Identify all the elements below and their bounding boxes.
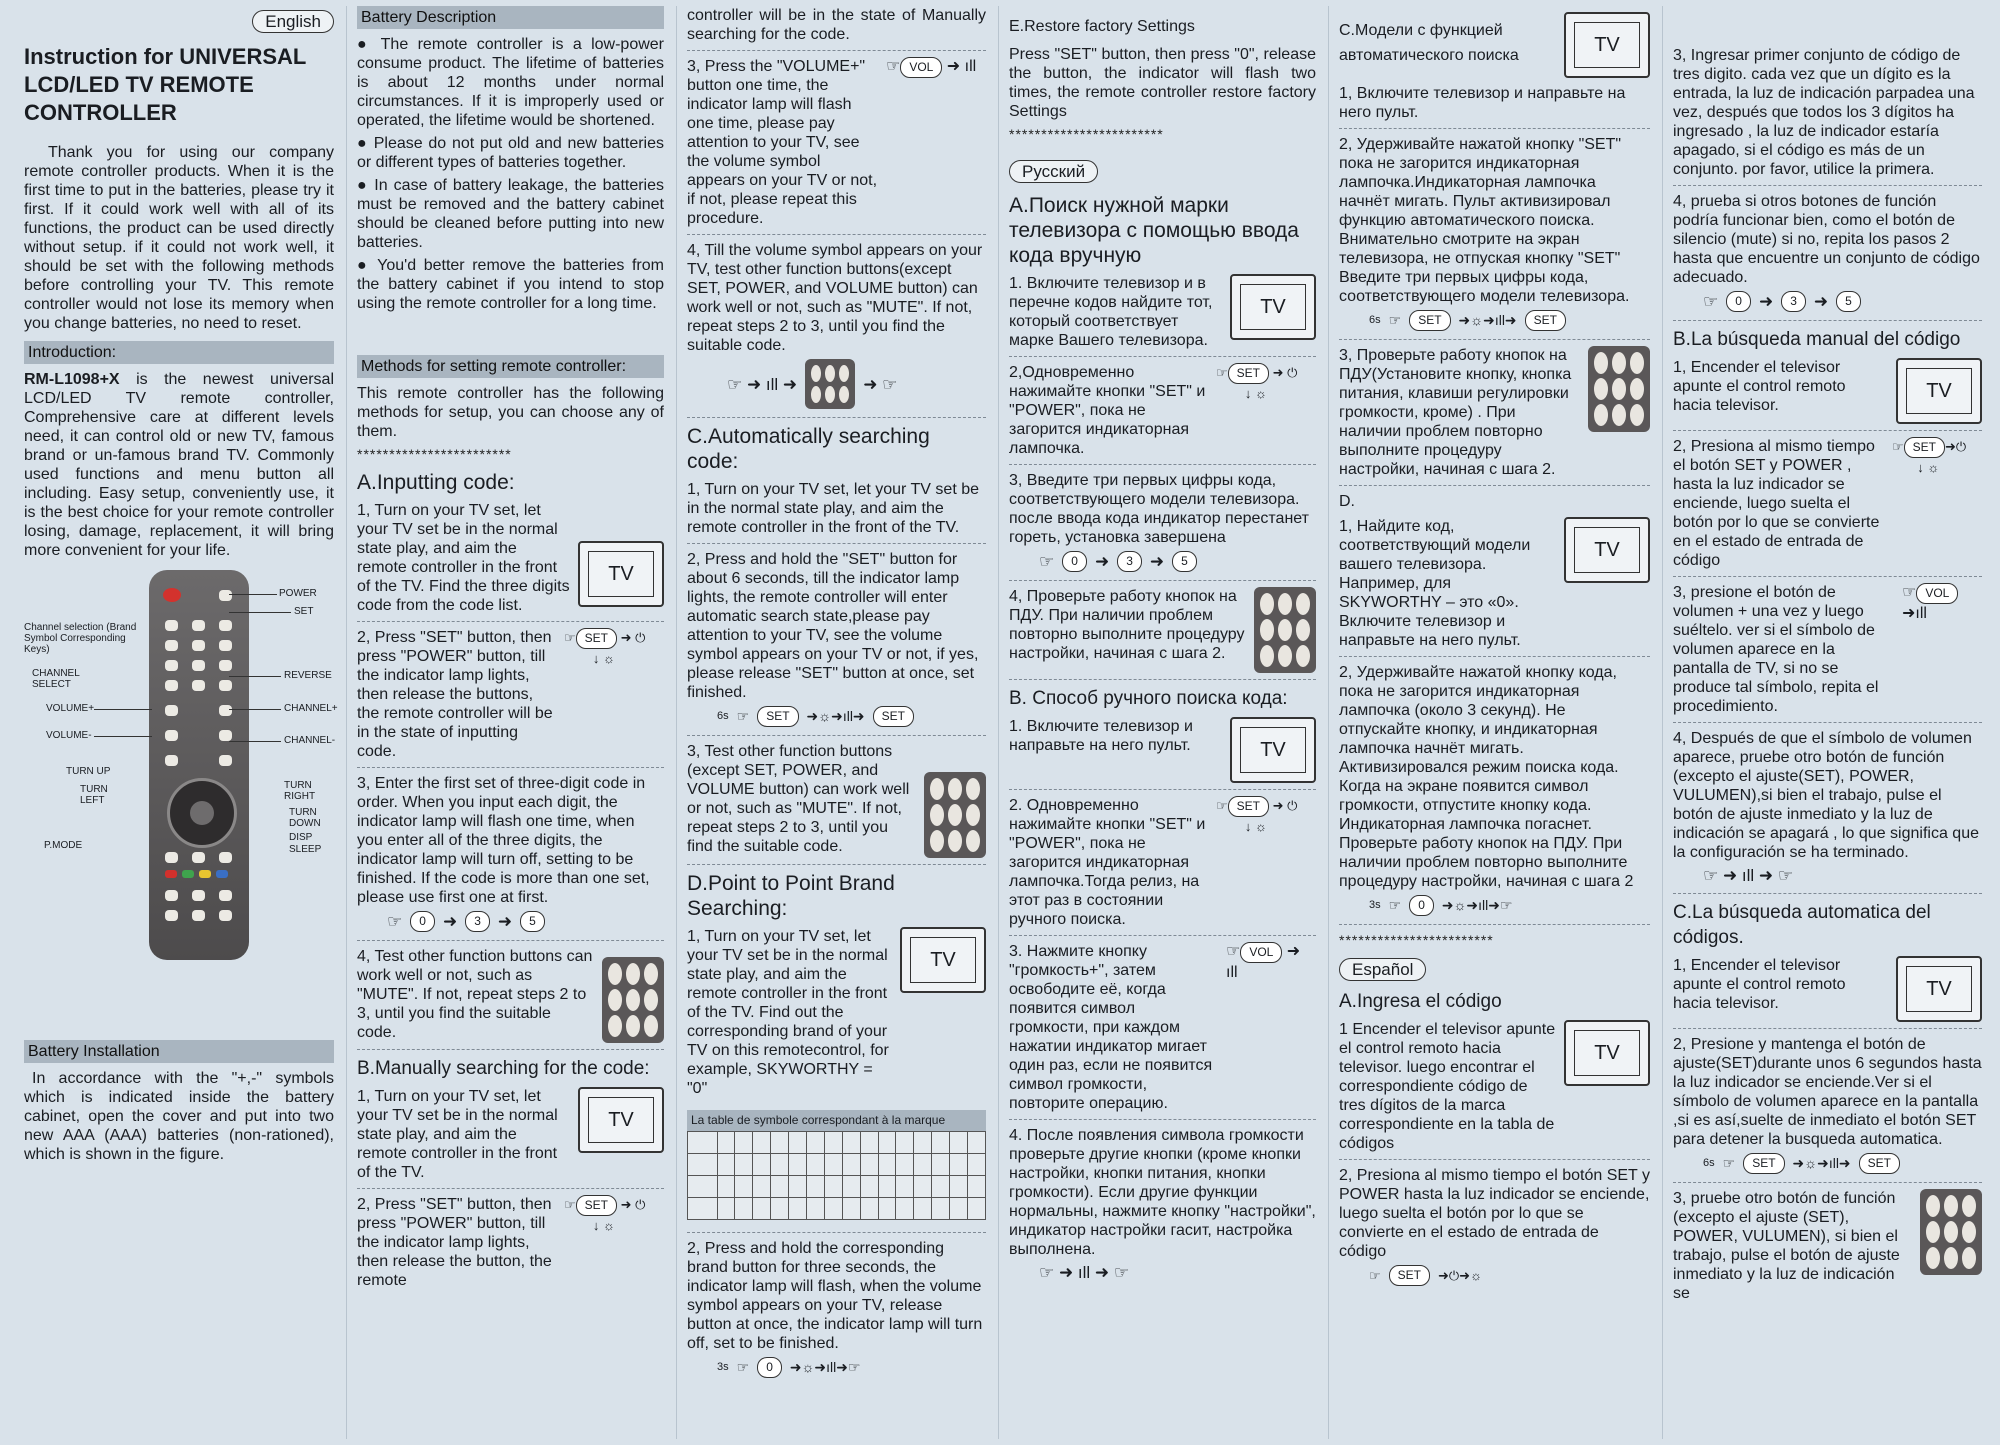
a-step-3: 3, Enter the first set of three-digit code in order. When you input each digit, the indicator lamp will flash one time, when you enter all of the three digits, the indicator lamp will turn off, setting to be finished. If the code is more than one set, please use first one at first. ☞ 0 ➜ 3 ➜ 5: [357, 774, 664, 941]
tv-icon: TV: [578, 1087, 664, 1153]
heading-ra: А.Поиск нужной марки телевизора с помощью ввода кода вручную: [1009, 194, 1299, 267]
separator-stars: ************************: [1339, 932, 1494, 948]
heading-a-inputting-code: A.Inputting code:: [357, 471, 515, 494]
separator-stars: ************************: [1009, 126, 1164, 142]
b-step-1: 1, Turn on your TV set, let your TV set be in the normal state play, and aim the remote controller in the front of the TV. TV: [357, 1087, 664, 1189]
label-set: SET: [294, 606, 314, 617]
tv-icon: TV: [1564, 12, 1650, 78]
ra-step-2: 2,Одновременно нажимайте кнопки "SET" и "POWER", пока не загорится индикаторная лампочка. ☞ SET ➜ ⏻ ↓ ☼: [1009, 363, 1316, 465]
set-power-hand-icon: ☞ SET ➜⏻➜☼: [1369, 1265, 1650, 1286]
label-channel-select: CHANNEL SELECT: [32, 668, 80, 690]
set-power-hand-icon: ☞ SET ➜⏻ ↓ ☼: [1892, 439, 1967, 475]
tv-icon: TV: [1230, 274, 1316, 340]
tv-icon: TV: [578, 541, 664, 607]
rb-step-3: 3. Нажмите кнопку "громкость+", затем освободите её, когда появится символ громкости, при каждом нажатии индикатор мигает один раз, если не появится символ громкости, повторите операцию. ☞ VOL ➜ ıll: [1009, 942, 1316, 1120]
ra-step-4: 4, Проверьте работу кнопок на ПДУ. При наличии проблем повторно выполните процедуру настройки, начиная с шага 2.: [1009, 587, 1316, 680]
digit-sequence-icon: ☞ 0 ➜ 3 ➜ 5: [387, 911, 664, 932]
heading-rc: С.Модели с функцией автоматического поиска: [1339, 22, 1519, 64]
tv-icon: TV: [900, 927, 986, 993]
tv-icon: TV: [1896, 956, 1982, 1022]
remote-illustration: [149, 570, 249, 960]
auto-search-sequence-icon: 6s ☞ SET ➜☼➜ıll➜ SET: [717, 706, 986, 727]
rc-step-2: 2, Удерживайте нажатой кнопку "SET" пока не загорится индикаторная лампочка.Индикаторная лампочка начнёт мигать. Пульт активизировал функцию автоматического поиска. Внимательно смотрите на экран телевизора, не отпуская кнопку "SET" Введите три первых цифры кода, соответствующего модели телевизора. 6s ☞ SET ➜☼➜ıll➜ SET: [1339, 135, 1650, 340]
heading-d-brand-search: D.Point to Point Brand Searching:: [687, 872, 895, 920]
rd-step-1: 1, Найдите код, соответствующий модели вашего телевизора. Например, для SKYWORTHY – это «0». Включите телевизор и направьте на него пульт. TV: [1339, 517, 1650, 657]
auto-search-sequence-icon: 6s ☞ SET ➜☼➜ıll➜ SET: [1703, 1153, 1982, 1174]
heading-ec: C.La búsqueda automatica del códigos.: [1673, 902, 1931, 948]
label-volume-plus: VOLUME+: [46, 703, 95, 714]
label-sleep: SLEEP: [289, 844, 322, 855]
tv-icon: TV: [1896, 358, 1982, 424]
heading-ea: A.Ingresa el código: [1339, 991, 1502, 1012]
eb-step-4: 4, Después de que el símbolo de volumen aparece, pruebe otro botón de función (excepto el ajuste(SET), POWER, VULUMEN),si bien el trabajo, pulse el botón de ajuste inmediato y la luz de indicación se apagará , lo que significa que la configuración se ha terminado. ☞ ➜ ıll ➜ ☞: [1673, 729, 1982, 894]
c-step-3: 3, Test other function buttons (except SET, POWER, and VOLUME button) can work well or not, such as "MUTE". If not, repeat steps 2 to 3, until you find the suitable code.: [687, 742, 986, 865]
label-turn-down: TURN DOWN: [289, 807, 321, 829]
model-name: RM-L1098+X: [24, 371, 120, 388]
digit-sequence-icon: ☞ 0 ➜ 3 ➜ 5: [1039, 551, 1316, 572]
a-step-4: 4, Test other function buttons can work well or not, such as "MUTE". If not, repeat steps 2 to 3, until you find the suitable code.: [357, 947, 664, 1050]
a-step-2: 2, Press "SET" button, then press "POWER" button, till the indicator lamp lights, then release the buttons, the remote controller will be in the state of inputting code. ☞ SET ➜ ⏻ ↓ ☼: [357, 628, 664, 768]
volume-hand-icon: ☞ VOL➜ıll: [1902, 583, 1982, 623]
digit-sequence-icon: ☞ 0 ➜ 3 ➜ 5: [1703, 291, 1982, 312]
eb-step-1: 1, Encender el televisor apunte el control remoto hacia televisor. TV: [1673, 358, 1982, 431]
column-russian-1: [998, 6, 1326, 1439]
rb-step-2: 2. Одновременно нажимайте кнопки "SET" и "POWER", пока не загорится индикаторная лампочка.Тогда релиз, на этот раз в состоянии ручного поиска. ☞ SET ➜ ⏻ ↓ ☼: [1009, 796, 1316, 936]
set-power-hand-icon: ☞ SET ➜ ⏻ ↓ ☼: [1216, 798, 1298, 834]
ec-step-3: 3, pruebe otro botón de función (excepto el ajuste (SET), POWER, VULUMEN), si bien el trabajo, pulse el botón de ajuste inmediato y la luz de indicación se: [1673, 1189, 1982, 1309]
intro-paragraph: Thank you for using our company remote controller products. When it is the first time to put in the batteries, please try it first. If it could work well with all of its functions, the product can be used directly without setup. if it could not work well, it should be set with the following methods before controlling your TV. This remote controller would not lose its memory when you change batteries, no need to reset.: [24, 144, 334, 332]
label-turn-right: TURN RIGHT: [284, 780, 316, 802]
methods-label: Methods for setting remote controller:: [357, 355, 664, 378]
remote-keypad-icon: [1920, 1189, 1982, 1275]
heading-eb: B.La búsqueda manual del código: [1673, 329, 1961, 350]
column-english-methods: [346, 6, 674, 1439]
battery-point-1: ● The remote controller is a low-power consume product. The lifetime of batteries is about 12 months under normal circumstances. If it is improperly used or operated, the lifetime would be shortened.: [357, 36, 664, 129]
tv-icon: TV: [1564, 1020, 1650, 1086]
set-power-hand-icon: ☞ SET ➜ ⏻ ↓ ☼: [564, 1197, 646, 1233]
brand-search-sequence-icon: 3s ☞ 0 ➜☼➜ıll➜☞: [1369, 895, 1650, 916]
test-sequence-icon: ☞ ➜ ıll ➜ ➜ ☞: [727, 359, 986, 409]
ea-step-1: 1 Encender el televisor apunte el control remoto hacia televisor. luego encontrar el correspondiente código de tres dígitos de la marca correspondiente en la tabla de códigos TV: [1339, 1020, 1650, 1160]
battery-description-label: Battery Description: [357, 6, 664, 29]
rc-step-1: 1, Включите телевизор и направьте на него пульт.: [1339, 84, 1650, 129]
volume-hand-icon: ☞ VOL ➜ ıll: [1226, 943, 1301, 981]
heading-c-automatic-search: C.Automatically searching code:: [687, 425, 930, 473]
restore-paragraph: Press "SET" button, then press "0", release the button, the indicator will flash two times, the remote controller restore factory Settings: [1009, 46, 1316, 120]
ra-step-1: 1. Включите телевизор и в перечне кодов найдите тот, который соответствует марке Вашего телевизора. TV: [1009, 274, 1316, 357]
language-badge-english: English: [252, 10, 334, 33]
rb-step-1: 1. Включите телевизор и направьте на него пульт. TV: [1009, 717, 1316, 790]
color-keys-icon: [165, 870, 228, 878]
ea-step-4: 4, prueba si otros botones de función podría funcionar bien, como el botón de silencio (mute) si no, repita los pasos 2 hasta que encuentre un conjunto de código adecuado. ☞ 0 ➜ 3 ➜ 5: [1673, 192, 1982, 321]
set-power-hand-icon: ☞ SET ➜ ⏻ ↓ ☼: [564, 630, 646, 666]
label-disp: DISP: [289, 832, 313, 843]
language-badge-russian: Русский: [1009, 160, 1098, 183]
set-power-hand-icon: ☞ SET ➜ ⏻ ↓ ☼: [1216, 365, 1298, 401]
remote-diagram: [24, 570, 338, 960]
rd-label: D.: [1339, 493, 1355, 510]
remote-keypad-icon: [1254, 587, 1316, 673]
tv-icon: TV: [1564, 517, 1650, 583]
label-channel-plus: CHANNEL+: [284, 703, 338, 714]
introduction-label: Introduction:: [24, 341, 334, 364]
ra-step-3: 3, Введите три первых цифры кода, соответствующего модели телевизора. после ввода кода индикатор перестанет гореть, установка завершена ☞ 0 ➜ 3 ➜ 5: [1009, 471, 1316, 581]
brand-table: [687, 1131, 986, 1220]
battery-point-3: ● In case of battery leakage, the batteries must be removed and the battery cabinet should be cleaned before putting into new batteries.: [357, 177, 665, 251]
language-badge-spanish: Español: [1339, 958, 1426, 981]
auto-search-sequence-icon: 6s ☞ SET ➜☼➜ıll➜ SET: [1369, 310, 1650, 331]
battery-point-4: ● You'd better remove the batteries from the battery cabinet if you intend to stop using the remote controller for a long time.: [357, 257, 664, 312]
power-button-icon: [163, 588, 181, 602]
volume-hand-icon: ☞ VOL ➜ ıll: [886, 57, 986, 78]
rd-step-2: 2, Удерживайте нажатой кнопку кода, пока не загорится индикаторная лампочка (около 3 секунд). Не отпускайте кнопку, и индикаторная лампочка начнёт мигать. Активизировался режим поиска кода. Когда на экране появится символ громкости, отпустите кнопку кода. Индикаторная лампочка погаснет. Проверьте работу кнопок на ПДУ. При наличии проблем повторно выполните процедуру настройки, начиная с шага 2 3s ☞ 0 ➜☼➜ıll➜☞: [1339, 663, 1650, 925]
model-paragraph: [24, 370, 334, 560]
label-channel-minus: CHANNEL-: [284, 735, 336, 746]
label-reverse: REVERSE: [284, 670, 332, 681]
test-sequence-icon: ☞ ➜ ıll ➜ ☞: [1703, 866, 1794, 885]
battery-point-2: ● Please do not put old and new batteries or different types of batteries together.: [357, 135, 664, 171]
label-turn-left: TURN LEFT: [80, 784, 108, 806]
brand-table-caption: La table de symbole correspondant à la marque: [687, 1110, 986, 1131]
methods-paragraph: This remote controller has the following methods for setup, you can choose any of them.: [357, 385, 664, 440]
c-step-1: 1, Turn on your TV set, let your TV set be in the normal state play, and aim the remote controller in the front of the TV.: [687, 480, 986, 544]
ea-step-3: 3, Ingresar primer conjunto de código de tres digito. cada vez que un dígito es la entrada, la luz de indicación parpadea una vez, después que todos los 3 dígitos ha ingresado , la luz de indicador estaría apagado, si el código es más de un conjunto. por favor, utilice la primera.: [1673, 46, 1982, 186]
heading-b-manual-search: B.Manually searching for the code:: [357, 1058, 650, 1079]
remote-keypad-icon: [924, 772, 986, 858]
label-channel-selection: Channel selection (Brand Symbol Corresponding Keys): [24, 622, 137, 655]
set-button-icon: [219, 590, 232, 601]
b-step-2-continued: controller will be in the state of Manually searching for the code.: [687, 7, 986, 43]
rb-step-4: 4. После появления символа громкости проверьте другие кнопки (кроме кнопки настройки, кнопки питания, кнопки громкости). Если другие функции нормальны, нажмите кнопку "настройки", индикатор настройки гасит, настройка выполнена. ☞ ➜ ıll ➜ ☞: [1009, 1127, 1316, 1282]
heading-e-restore: E.Restore factory Settings: [1009, 18, 1195, 35]
label-power: POWER: [279, 588, 317, 599]
remote-keypad-icon: [602, 957, 664, 1043]
separator-stars: ************************: [357, 446, 512, 462]
brand-search-sequence-icon: 3s ☞ 0 ➜☼➜ıll➜☞: [717, 1357, 986, 1378]
b-step-3: 3, Press the "VOLUME+" button one time, the indicator lamp will flash one time, please pay attention to your TV, see the volume symbol appears on your TV or not, if not, please repeat this procedure. ☞ VOL ➜ ıll: [687, 50, 986, 235]
tv-icon: TV: [1230, 717, 1316, 783]
column-english-intro: [14, 6, 344, 1439]
b-step-4: 4, Till the volume symbol appears on your TV, test other function buttons(except SET, POWER, and VOLUME button) can work well or not, such as "MUTE". If not, repeat steps 2 to 3, until you find the suitable code. ☞ ➜ ıll ➜ ➜ ☞: [687, 241, 986, 418]
heading-rb: В. Способ ручного поиска кода:: [1009, 688, 1288, 709]
column-english-search: [676, 6, 996, 1439]
b-step-2: 2, Press "SET" button, then press "POWER" button, till the indicator lamp lights, then release the button, the remote ☞ SET ➜ ⏻ ↓ ☼: [357, 1195, 664, 1296]
eb-step-2: 2, Presiona al mismo tiempo el botón SET y POWER , hasta la luz indicador se enciende, luego suelta el botón por lo que se convierte en el estado de entrada de código ☞ SET ➜⏻ ↓ ☼: [1673, 437, 1982, 577]
ec-step-1: 1, Encender el televisor apunte el control remoto hacia televisor. TV: [1673, 956, 1982, 1029]
model-description: is the newest universal LCD/LED TV remote controller, Comprehensive care at different levels need, it can control old or new TV, famous brand or un-famous brand TV. Commonly used functions and menu button all including. Easy setup, conveniently use, it is the best choice for your remote controller losing, damage, replacement, it will bring more convenient for your life.: [24, 371, 334, 559]
d-step-1: 1, Turn on your TV set, let your TV set be in the normal state play, and aim the remote controller in the front of the TV. Find out the corresponding brand of your TV on this remotecontrol, for example, SKYWORTHY = "0" TV: [687, 927, 986, 1104]
d-step-2: 2, Press and hold the corresponding brand button for three seconds, the indicator lamp will flash, when the volume symbol appears on your TV, release button at once, the indicator lamp will turn off, set to be finished. 3s ☞ 0 ➜☼➜ıll➜☞: [687, 1232, 986, 1386]
a-step-1: 1, Turn on your TV set, let your TV set be in the normal state play, and aim the remote controller in the front of the TV. Find the three digits code from the code list. TV: [357, 501, 664, 622]
battery-installation-label: Battery Installation: [24, 1040, 334, 1063]
document-title: Instruction for UNIVERSAL LCD/LED TV REMOTE CONTROLLER: [24, 44, 306, 125]
c-step-2: 2, Press and hold the "SET" button for about 6 seconds, till the indicator lamp lights, the remote controller will enter automatic search state,please pay attention to your TV, see the volume symbol appears on your TV or not, if yes, please release "SET" button at once, set finished. 6s ☞ SET ➜☼➜ıll➜ SET: [687, 550, 986, 736]
label-volume-minus: VOLUME-: [46, 730, 92, 741]
column-russian-2: [1328, 6, 1660, 1439]
label-pmode: P.MODE: [44, 840, 83, 851]
battery-installation-paragraph: In accordance with the "+,-" symbols which is indicated inside the battery cabinet, open the cover and put into two new AAA (AAA) batteries (non-rationed), which is shown in the figure.: [24, 1070, 334, 1163]
ea-step-2: 2, Presiona al mismo tiempo el botón SET y POWER hasta la luz indicador se enciende, luego suelta el botón por lo que se convierte en el estado de entrada de código ☞ SET ➜⏻➜☼: [1339, 1166, 1650, 1294]
ec-step-2: 2, Presione y mantenga el botón de ajuste(SET)durante unos 6 segundos hasta la luz indicador se enciende.Ver si el símbolo de volumen aparece en la pantalla ,si es así,suelte de inmediato el botón SET para detener la busqueda automatica. 6s ☞ SET ➜☼➜ıll➜ SET: [1673, 1035, 1982, 1183]
test-sequence-icon: ☞ ➜ ıll ➜ ☞: [1039, 1263, 1130, 1282]
rc-step-3: 3, Проверьте работу кнопок на ПДУ(Установите кнопку, кнопка питания, клавиши регулировки громкости, кроме) . При наличии проблем повторно выполните процедуру настройки, начиная с шага 2.: [1339, 346, 1650, 486]
label-turn-up: TURN UP: [66, 766, 111, 777]
remote-keypad-icon: [1588, 346, 1650, 432]
eb-step-3: 3, presione el botón de volumen + una vez y luego suéltelo. ver si el símbolo de volumen aparece en la pantalla de TV, si no se produce tal símbolo, repita el procedimiento. ☞ VOL➜ıll: [1673, 583, 1982, 723]
direction-pad-icon: [167, 778, 237, 848]
column-spanish: [1662, 6, 1992, 1439]
